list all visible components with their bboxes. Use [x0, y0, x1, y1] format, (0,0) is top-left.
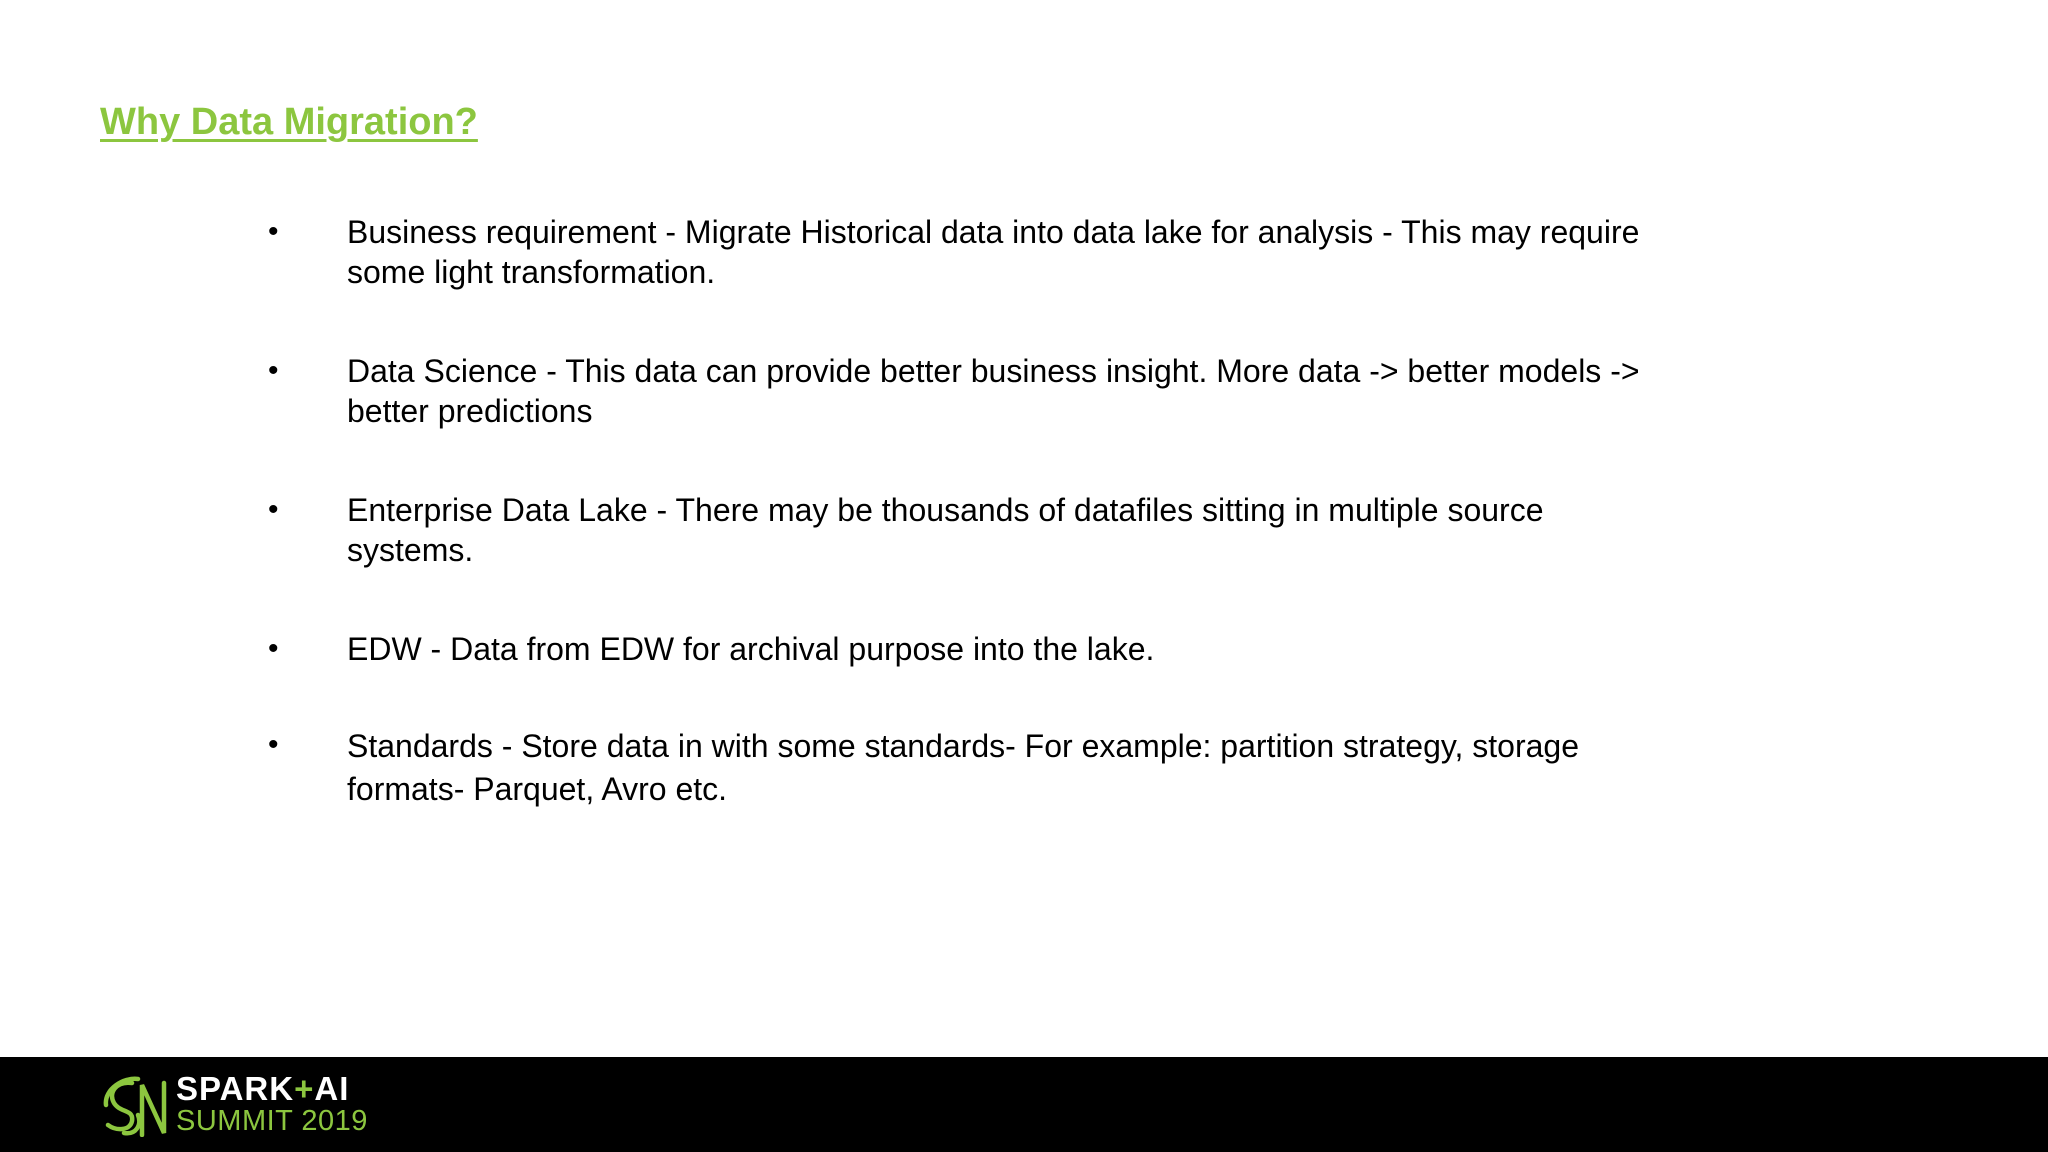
logo-subtitle: SUMMIT 2019 — [176, 1105, 368, 1137]
bullet-text: EDW - Data from EDW for archival purpose into the lake. — [347, 631, 1155, 667]
bullet-text: Enterprise Data Lake - There may be thousands of datafiles sitting in multiple source systems. — [347, 492, 1544, 568]
bullet-icon: • — [268, 354, 279, 387]
bullet-icon: • — [268, 215, 279, 248]
bullet-icon: • — [268, 728, 279, 761]
bullet-text: Standards - Store data in with some standards- For example: partition strategy, storage formats- Parquet, Avro etc. — [347, 728, 1579, 807]
bullet-icon: • — [268, 632, 279, 665]
logo-wordmark: SPARK+AI — [176, 1070, 350, 1107]
footer-bar — [0, 1057, 2048, 1152]
spark-ai-summit-logo-icon — [102, 1075, 170, 1137]
spark-ai-summit-logo — [102, 1071, 392, 1137]
bullet-icon: • — [268, 493, 279, 526]
slide-title: Why Data Migration? — [100, 101, 478, 143]
bullet-text: Data Science - This data can provide better business insight. More data -> better models -> better predictions — [347, 353, 1640, 429]
bullet-text: Business requirement - Migrate Historical data into data lake for analysis - This may require some light transformation. — [347, 214, 1640, 290]
